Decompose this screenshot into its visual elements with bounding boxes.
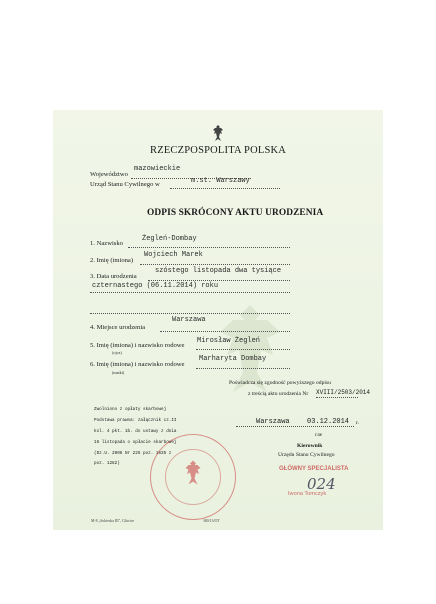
birth-date-value-line-2: czternastego (06.11.2014) roku xyxy=(92,282,219,290)
surname-dotted-line xyxy=(128,247,290,248)
father-label: 5. Imię (imiona) i nazwisko rodowe xyxy=(90,342,185,349)
handwritten-signature: 024 xyxy=(307,475,336,493)
signature-dots-r: r.ne xyxy=(315,433,323,438)
mother-dotted-line xyxy=(196,368,290,369)
surname-label: 1. Nazwisko xyxy=(90,240,123,247)
mother-value: Marharyta Dombay xyxy=(199,355,267,363)
fee-note-line: Podstawa prawna: załącznik cz.II xyxy=(94,418,177,424)
place-date-dotted-line xyxy=(236,426,354,427)
office-label: Urząd Stanu Cywilnego w xyxy=(90,181,160,188)
act-number-dotted-line xyxy=(316,397,358,398)
given-names-label: 2. Imię (imiona) xyxy=(90,257,134,264)
fee-note-line: poz. 1282) xyxy=(94,461,120,467)
father-dotted-line xyxy=(196,349,290,350)
signature-role-2: Urzędu Stanu Cywilnego xyxy=(278,452,335,458)
birth-place-dotted-line-1 xyxy=(90,313,290,314)
footer-printer-note: M-8 „Sobieska III", Gliwice xyxy=(91,519,135,523)
office-dotted-line xyxy=(170,188,280,189)
eagle-emblem-icon xyxy=(210,124,226,144)
birth-date-dotted-line-1 xyxy=(148,280,290,281)
mother-label: 6. Imię (imiona) i nazwisko rodowe xyxy=(90,361,185,368)
certification-line-1: Poświadcza się zgodność powyższego odpisu xyxy=(229,380,331,386)
birth-date-value-line-1: szóstego listopada dwa tysiące xyxy=(155,267,282,275)
fee-note-line: 16 listopada o opłacie skarbowej xyxy=(94,439,177,445)
birth-place-dotted-line-2 xyxy=(160,331,290,332)
signature-role-1: Kierownik xyxy=(297,443,323,449)
father-sublabel: (ojca) xyxy=(112,350,122,355)
stamp-eagle-icon xyxy=(181,459,205,489)
footer-form-code: 380/13/OT xyxy=(203,519,220,523)
stamp-title: GŁÓWNY SPECJALISTA xyxy=(279,466,349,472)
fee-note-line: Zwolniono z opłaty skarbowej xyxy=(94,407,167,413)
voivodeship-label: Województwo xyxy=(90,171,128,178)
birth-date-dotted-line-2 xyxy=(90,292,290,293)
official-round-stamp xyxy=(150,434,236,520)
certification-line-2: z treścią aktu urodzenia Nr xyxy=(248,391,309,397)
birth-date-label: 3. Data urodzenia xyxy=(90,273,137,280)
office-value: m.st. Warszawy xyxy=(191,177,250,185)
birth-place-label: 4. Miejsce urodzenia xyxy=(90,324,146,331)
certification-place: Warszawa xyxy=(256,418,290,426)
father-value: Mirosław Żegleń xyxy=(197,337,261,345)
given-names-dotted-line xyxy=(140,264,290,265)
year-suffix: r. xyxy=(356,420,359,426)
voivodeship-value: mazowieckie xyxy=(134,165,181,173)
birth-place-value: Warszawa xyxy=(172,316,206,324)
fee-note-line: kol. 4 pkt. 1b. do ustawy z dnia xyxy=(94,429,177,435)
country-heading: RZECZPOSPOLITA POLSKA xyxy=(150,145,287,156)
fee-note-line: (Dz.U. 2006 Nr 225 poz. 1635 z xyxy=(94,450,172,456)
given-names-value: Wojciech Marek xyxy=(144,251,203,259)
act-number: XVIII/2503/2014 xyxy=(316,389,371,396)
surname-value: Żegleń-Dombay xyxy=(142,235,197,243)
mother-sublabel: (matki) xyxy=(112,370,125,375)
signer-name: Iwona Tomczyk xyxy=(288,491,327,497)
document-title: ODPIS SKRÓCONY AKTU URODZENIA xyxy=(147,208,324,218)
certification-date: 03.12.2014 xyxy=(307,418,350,426)
